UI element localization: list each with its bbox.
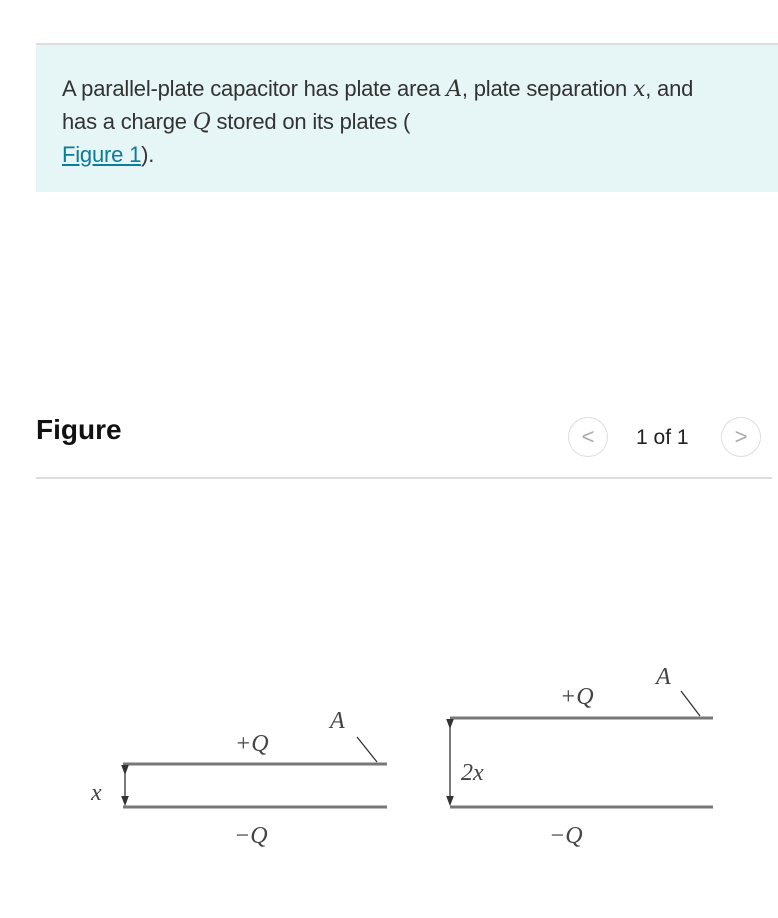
chevron-left-icon: < — [581, 424, 595, 449]
chevron-right-icon: > — [734, 424, 748, 449]
left-plus-q-label: +Q — [235, 731, 269, 757]
right-area-label: A — [656, 664, 671, 690]
left-area-leader — [357, 737, 377, 762]
right-sep-label: 2x — [461, 760, 484, 786]
problem-text: A parallel-plate capacitor has plate area A, plate separation x, and has a charge Q stored on its plates ( Figure 1). — [62, 76, 694, 167]
right-plus-q-label: +Q — [560, 684, 594, 710]
figure-heading: Figure — [36, 414, 122, 445]
left-area-label: A — [330, 708, 345, 734]
right-area-leader — [681, 691, 700, 716]
left-sep-label: x — [91, 780, 102, 806]
left-minus-q-label: −Q — [234, 823, 268, 849]
right-minus-q-label: −Q — [549, 823, 583, 849]
figure-link[interactable]: Figure 1 — [62, 142, 142, 167]
figure-counter: 1 of 1 — [636, 426, 689, 449]
